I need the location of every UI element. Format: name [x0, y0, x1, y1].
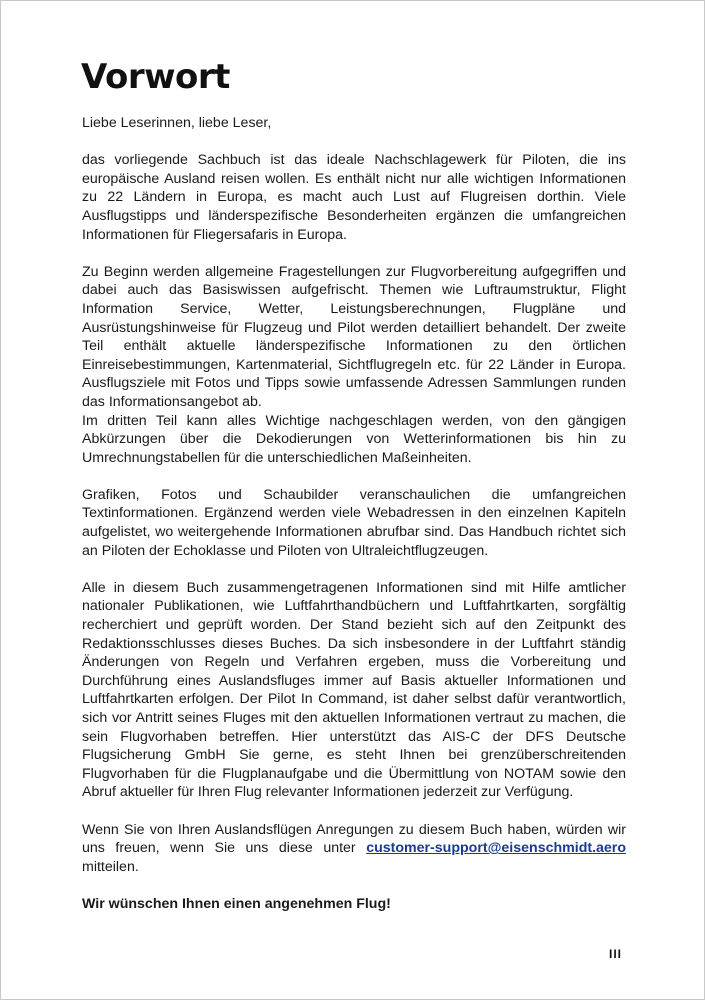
closing-line: Wir wünschen Ihnen einen angenehmen Flug!	[82, 895, 391, 912]
paragraph-third-part: Im dritten Teil kann alles Wichtige nachgeschlagen werden, von den gängigen Abkürzungen über die Dekodierungen von Wetterinformationen bis hin zu Umrechnungstabellen für die unterschiedlichen Maßeinheiten.	[82, 412, 626, 466]
paragraph-disclaimer: Alle in diesem Buch zusammengetragenen Informationen sind mit Hilfe amtlicher nationaler Publikationen, wie Luftfahrthandbüchern und Luftfahrtkarten, sorgfältig recherchiert und geprüft worden. Der Stand bezieht sich auf den Zeitpunkt des Redaktionsschlusses dieses Buches. Da sich insbesondere in der Luftfahrt ständig Änderungen von Regeln und Verfahren ergeben, muss die Vorbereitung und Durchführung eines Auslandsfluges immer auf Basis aktueller Informationen und Luftfahrtkarten erfolgen. Der Pilot In Command, ist daher selbst dafür verantwortlich, sich vor Antritt seines Fluges mit den aktuellen Informationen vertraut zu machen, die sein Flugvorhaben betreffen. Hier unterstützt das AIS-C der DFS Deutsche Flugsicherung GmbH Sie gerne, es steht Ihnen bei grenzüberschreitenden Flugvorhaben für die Flugplanaufgabe und die Übermittlung von NOTAM sowie den Abruf aktueller für Ihren Flug relevanter Informationen jederzeit zur Verfügung.	[82, 579, 626, 801]
paragraph-structure: Zu Beginn werden allgemeine Fragestellungen zur Flugvorbereitung aufgegriffen und dabei auch das Basiswissen aufgefrischt. Themen wie Luftraumstruktur, Flight Information Service, Wetter, Leistungsberechnungen, Flugpläne und Ausrüstungshinweise für Flugzeug und Pilot werden detailliert behandelt. Der zweite Teil enthält aktuelle länderspezifische Informationen zu den örtlichen Einreisebestimmungen, Kartenmaterial, Sichtflugregeln etc. für 22 Länder in Europa. Ausflugsziele mit Fotos und Tipps sowie umfassende Adressen Sammlungen runden das Informationsangebot ab.	[82, 263, 626, 410]
paragraph-intro: das vorliegende Sachbuch ist das ideale Nachschlagewerk für Piloten, die ins europäische Ausland reisen wollen. Es enthält nicht nur alle wichtigen Informationen zu 22 Ländern in Europa, es macht auch Lust auf Flugreisen dorthin. Viele Ausflugstipps und länderspezifische Besonderheiten ergänzen die umfangreichen Informationen für Fliegersafaris in Europa.	[82, 152, 626, 243]
page-number: III	[608, 947, 622, 961]
paragraph-feedback	[82, 821, 626, 877]
paragraph-graphics: Grafiken, Fotos und Schaubilder veranschaulichen die umfangreichen Textinformationen. Ergänzend werden viele Webadressen in den einzelnen Kapiteln aufgelistet, wo weitergehende Informationen abrufbar sind. Das Handbuch richtet sich an Piloten der Echoklasse und Piloten von Ultraleichtflugzeugen.	[82, 486, 626, 559]
preface-body	[82, 114, 626, 914]
feedback-text: Wenn Sie von Ihren Auslandsflügen Anregungen zu diesem Buch haben, würden wir uns freuen, wenn Sie uns diese unter	[82, 821, 626, 857]
support-email-link[interactable]: customer-support@eisenschmidt.aero	[366, 840, 626, 857]
page-title: Vorwort	[81, 57, 230, 97]
salutation: Liebe Leserinnen, liebe Leser,	[82, 115, 272, 131]
feedback-text-end: mitteilen.	[82, 858, 139, 875]
